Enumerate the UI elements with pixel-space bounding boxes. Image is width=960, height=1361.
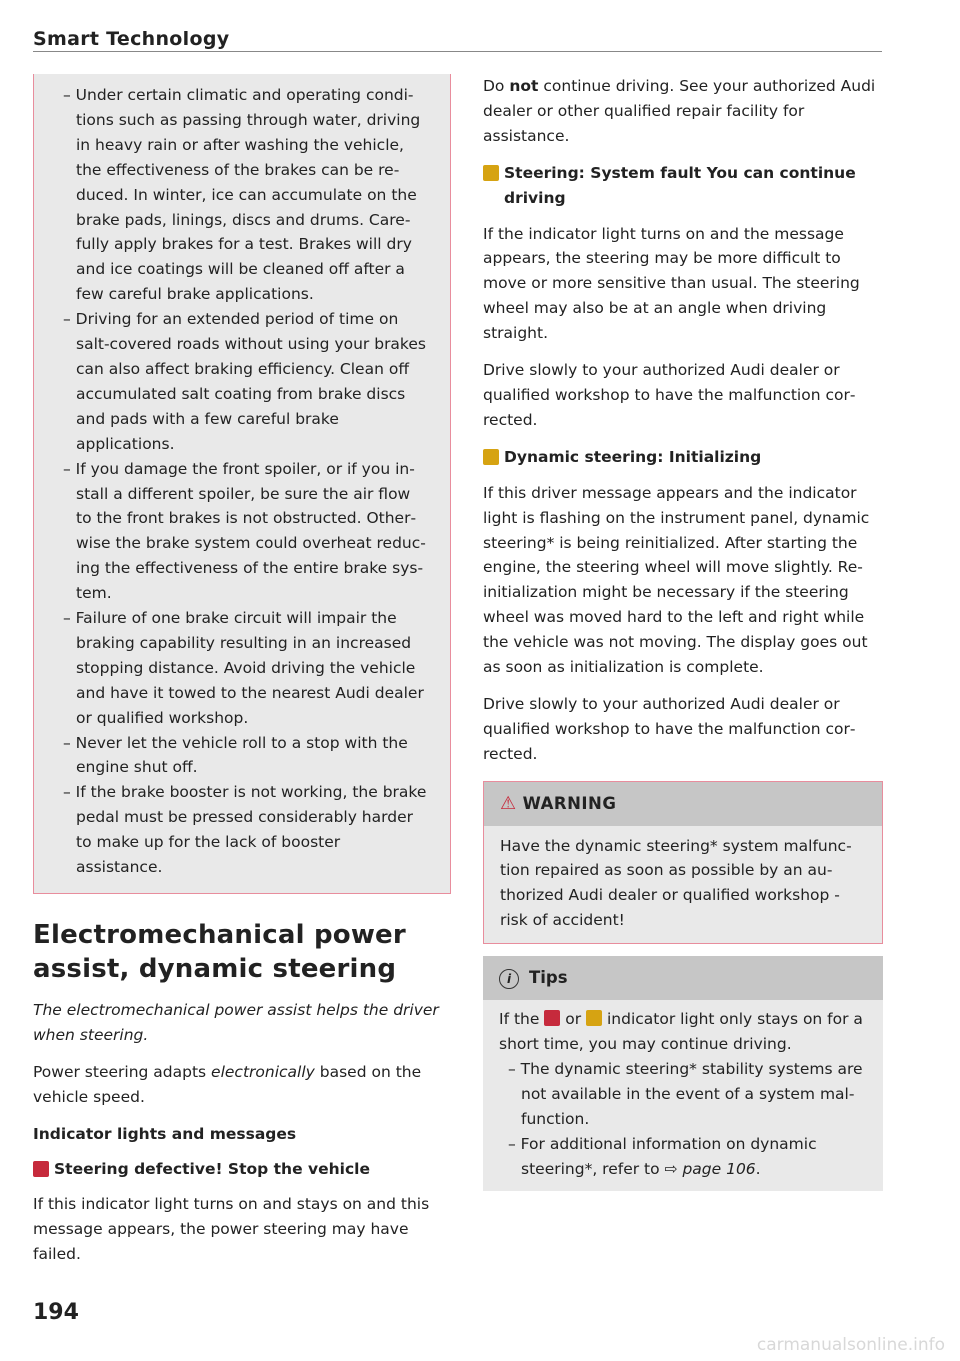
left-column bbox=[33, 74, 451, 1279]
warning-box bbox=[483, 781, 883, 945]
warning-triangle-icon: ⚠ bbox=[500, 792, 517, 814]
warning-list bbox=[54, 83, 430, 880]
warning-header: ⚠ WARNING bbox=[484, 782, 882, 826]
paragraph: Do not continue driving. See your authorized Audi dealer or other qualified repair facility for assistance. bbox=[483, 77, 876, 145]
right-column bbox=[483, 74, 883, 1191]
page-reference-link[interactable]: ⇨ page 106 bbox=[664, 1159, 756, 1178]
warning-body: Have the dynamic steering* system malfunction repaired as soon as possible by an authorized Audi dealer or qualified workshop - risk of accident! bbox=[484, 826, 882, 944]
warning-item: – Driving for an extended period of time on salt-covered roads without using your brakes can also affect braking efficiency. Clean off accumulated salt coating from brake discs and pads with a few careful brake applications. bbox=[63, 310, 426, 453]
tips-item: – For additional information on dynamic steering*, refer to ⇨ page 106. bbox=[508, 1134, 817, 1178]
tips-body bbox=[483, 1000, 883, 1191]
paragraph: If this indicator light turns on and stays on and this message appears, the power steering may have failed. bbox=[33, 1195, 430, 1264]
warning-item: – Failure of one brake circuit will impair the braking capability resulting in an increased stopping distance. Avoid driving the vehicle and have it towed to the nearest Audi dealer or qualified workshop. bbox=[63, 609, 424, 727]
indicator-heading: Steering: System fault You can continue driving bbox=[483, 161, 883, 211]
header-divider bbox=[33, 51, 882, 52]
page-number: 194 bbox=[33, 1300, 79, 1325]
paragraph: Power steering adapts electronically based on the vehicle speed. bbox=[33, 1062, 422, 1106]
steering-warning-yellow-icon bbox=[586, 1010, 602, 1026]
steering-warning-yellow-icon bbox=[483, 165, 499, 181]
tips-header: i Tips bbox=[483, 956, 883, 1000]
watermark: carmanualsonline.info bbox=[756, 1335, 945, 1355]
brake-warning-box bbox=[33, 74, 451, 894]
warning-item: – If you damage the front spoiler, or if you install a different spoiler, be sure the air flow to the front brakes is not obstructed. Otherwise the brake system could overheat reducing the effectiveness of the entire brake system. bbox=[63, 459, 426, 603]
warning-item: – Never let the vehicle roll to a stop with the engine shut off. bbox=[63, 733, 408, 777]
subheading: Indicator lights and messages bbox=[33, 1124, 297, 1143]
paragraph: If the indicator light turns on and the message appears, the steering may be more difficult to move or more sensitive than usual. The steering wheel may also be at an angle when driving straight. bbox=[483, 224, 860, 343]
tips-intro: If the or indicator light only stays on for a short time, you may continue driving. bbox=[499, 1010, 863, 1053]
steering-warning-yellow-icon bbox=[483, 449, 499, 465]
indicator-heading: Dynamic steering: Initializing bbox=[483, 445, 883, 470]
steering-warning-red-icon bbox=[33, 1161, 49, 1177]
page-header: Smart Technology bbox=[33, 28, 230, 50]
tips-item: – The dynamic steering* stability systems are not available in the event of a system malfunction. bbox=[508, 1059, 863, 1128]
tips-box bbox=[483, 956, 883, 1191]
info-icon: i bbox=[499, 969, 519, 989]
warning-item: – Under certain climatic and operating conditions such as passing through water, driving in heavy rain or after washing the vehicle, the effectiveness of the brakes can be reduced. In winter, ice can accumulate on the brake pads, linings, discs and drums. Carefully apply brakes for a test. Brakes will dry and ice coatings will be cleaned off after a few careful brake applications. bbox=[63, 86, 421, 304]
warning-item: – If the brake booster is not working, the brake pedal must be pressed considerably harder to make up for the lack of booster assistance. bbox=[63, 783, 427, 877]
section-title: Electromechanical power assist, dynamic steering bbox=[33, 920, 406, 984]
tips-list bbox=[499, 1057, 867, 1182]
indicator-heading: Steering defective! Stop the vehicle bbox=[33, 1157, 451, 1182]
paragraph: Drive slowly to your authorized Audi dealer or qualified workshop to have the malfunction corrected. bbox=[483, 361, 856, 429]
paragraph: Drive slowly to your authorized Audi dealer or qualified workshop to have the malfunction corrected. bbox=[483, 694, 856, 763]
paragraph: If this driver message appears and the indicator light is flashing on the instrument panel, dynamic steering* is being reinitialized. After starting the engine, the steering wheel will move slightly. Re-initialization might be necessary if the steering wheel was moved hard to the left and right while the vehicle was not moving. The display goes out as soon as initialization is complete. bbox=[483, 483, 870, 677]
section-intro: The electromechanical power assist helps the driver when steering. bbox=[33, 1001, 439, 1044]
steering-warning-red-icon bbox=[544, 1010, 560, 1026]
